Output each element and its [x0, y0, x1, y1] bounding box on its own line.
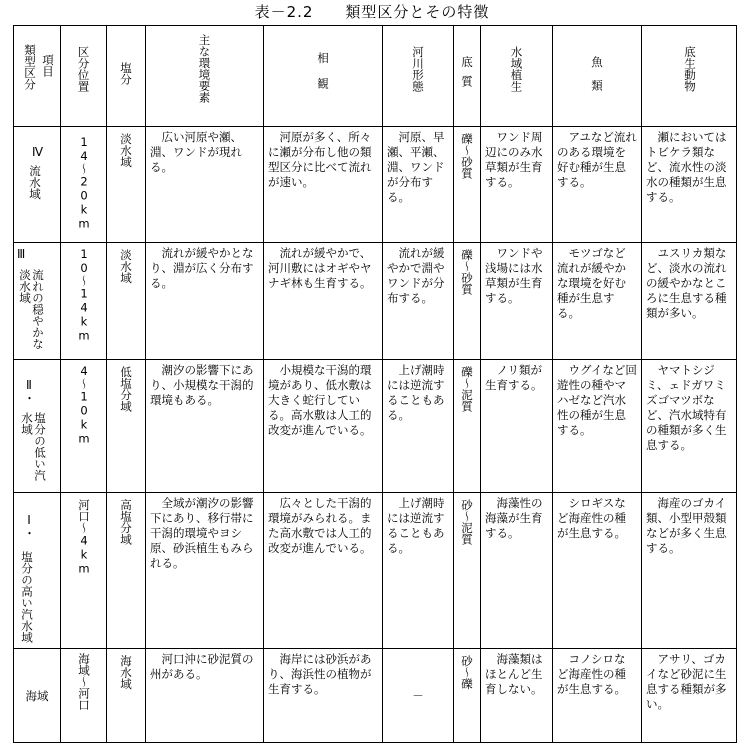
header-salt: 塩分	[119, 62, 133, 85]
elements-cell: 全域が潮汐の影響下にあり、移行帯に干潟的環境やヨシ原、砂浜植生もみられる。	[150, 496, 254, 570]
view-cell: 小規模な干潟的環境があり、低水敷は大きく蛇行している。高水敷は人工的改変が進んでいる。	[268, 363, 372, 437]
plants-cell: 海藻類はほとんど生育しない。	[485, 652, 543, 696]
table-title: 表－2.2 類型区分とその特徴	[254, 3, 490, 21]
river-cell: 流れが緩やかで淵やワンドが分布する。	[387, 246, 445, 305]
header-elements: 主な環境要素	[197, 34, 212, 103]
salt-value: 海水域	[119, 655, 133, 690]
row-label-numeral: Ⅲ	[17, 247, 26, 261]
row-label-name: 流れの穏やかな淡水域	[18, 269, 45, 350]
header-salt-wrap	[107, 26, 145, 126]
bottom-wrap	[454, 127, 480, 242]
header-elements-wrap	[146, 26, 263, 126]
header-komoku: 項目	[41, 54, 55, 77]
row-label-name: 塩分の高い汽水域	[20, 551, 34, 643]
header-plants-wrap	[481, 26, 552, 126]
salt-value: 高塩分域	[119, 499, 133, 545]
benthos-cell: 瀬においてはトビケラ類など、流水性の淡水の種類が生息する。	[646, 130, 727, 204]
bottom-wrap	[454, 243, 480, 359]
row-label	[14, 243, 60, 359]
position-value: 海域～河口	[77, 653, 91, 711]
fish-cell: アユなど流れのある環境を好む種が生息する。	[557, 130, 637, 189]
position-wrap	[61, 493, 106, 648]
header-view-wrap	[264, 26, 382, 126]
view-cell: 流れが緩やかで、河川敷にはオギやヤナギ林も生育する。	[268, 246, 372, 290]
header-position: 区分位置	[76, 46, 91, 92]
header-benthos: 底生動物	[683, 46, 697, 92]
header-bottom: 底質	[460, 56, 474, 95]
benthos-cell: 海産のゴカイ類、小型甲殻類などが多く生息する。	[646, 496, 727, 555]
bottom-value: 礫～泥質	[460, 366, 474, 412]
header-river: 河川形態	[411, 46, 425, 92]
bottom-value: 礫～砂質	[460, 249, 474, 295]
position-wrap	[61, 243, 106, 359]
river-cell: －	[412, 688, 424, 703]
fish-cell: コノシロなど海産性の種が生息する。	[557, 652, 626, 696]
row-label	[14, 360, 60, 492]
elements-cell: 潮汐の影響下にあり、小規模な干潟的環境もある。	[150, 363, 254, 407]
salt-wrap	[107, 243, 145, 359]
salt-wrap	[107, 649, 145, 743]
row-label-numeral: Ⅰ・	[22, 513, 36, 539]
river-cell: 河原、早瀬、平瀬、淵、ワンドが分布する。	[387, 130, 445, 204]
elements-cell: 広い河原や瀬、淵、ワンドが現れる。	[150, 130, 242, 174]
position-value: 14～20km	[77, 135, 91, 231]
plants-cell: 海藻性の海藻が生育する。	[485, 496, 543, 540]
bottom-wrap	[454, 360, 480, 492]
bottom-value: 砂～泥質	[460, 499, 474, 545]
view-cell: 河原が多く、所々に瀬が分布し他の類型区分に比べて流れが速い。	[268, 130, 372, 189]
river-cell: 上げ潮時には逆流することもある。	[387, 363, 445, 422]
row-label	[14, 127, 60, 242]
row-label-numeral: Ⅱ・	[22, 378, 36, 404]
fish-cell: モツゴなど流れが緩やかな環境を好む種が生息する。	[557, 246, 626, 320]
position-value: 10～14km	[77, 247, 91, 343]
row-label-name: 流水域	[28, 165, 42, 200]
position-wrap	[61, 127, 106, 242]
row-label-numeral: Ⅳ	[32, 145, 44, 159]
river-cell: 上げ潮時には逆流することもある。	[387, 496, 445, 555]
characteristics-table	[13, 25, 737, 743]
plants-cell: ノリ類が生育する。	[485, 363, 543, 392]
header-view: 相観	[316, 52, 330, 103]
salt-wrap	[107, 127, 145, 242]
header-position-wrap	[61, 26, 106, 126]
benthos-cell: アサリ、ゴカイなど砂泥に生息する種類が多い。	[646, 652, 727, 711]
plants-cell: ワンド周辺にのみ水草類が生育する。	[485, 130, 543, 189]
elements-cell: 流れが緩やかとなり、淵が広く分布する。	[150, 246, 254, 290]
header-ruikei: 類型区分	[23, 44, 37, 90]
fish-cell: ウグイなど回遊性の種やマハゼなど汽水性の種が生息する。	[557, 363, 637, 437]
view-cell: 広々とした干潟的環境がみられる。また高水敷では人工的改変が進んでいる。	[268, 496, 372, 555]
row-label-name: 塩分の低い汽水域	[20, 412, 47, 481]
header-benthos-wrap	[642, 26, 738, 126]
fish-cell: シロギスなど海産性の種が生息する。	[557, 496, 626, 540]
header-fish-wrap	[553, 26, 641, 126]
row-label	[14, 493, 60, 648]
bottom-value: 礫～砂質	[460, 133, 474, 179]
position-value: 4～10km	[77, 364, 91, 446]
salt-wrap	[107, 360, 145, 492]
salt-value: 淡水域	[119, 249, 133, 284]
header-fish: 魚類	[590, 56, 604, 103]
benthos-cell: ヤマトシジミ、ェドガワミズゴマツボなど、汽水域特有の種類が多く生息する。	[646, 363, 727, 452]
row-label-name: 海域	[25, 688, 49, 703]
bottom-value: 砂～礫	[460, 655, 474, 690]
salt-value: 低塩分域	[119, 366, 133, 412]
position-wrap	[61, 649, 106, 743]
elements-cell: 河口沖に砂泥質の州がある。	[150, 652, 254, 681]
salt-value: 淡水域	[119, 133, 133, 168]
header-plants: 水域植生	[509, 46, 524, 92]
view-cell: 海岸には砂浜があり、海浜性の植物が生育する。	[268, 652, 372, 696]
header-river-wrap	[383, 26, 453, 126]
header-bottom-wrap	[454, 26, 480, 126]
bottom-wrap	[454, 493, 480, 648]
plants-cell: ワンドや浅場には水草類が生育する。	[485, 246, 543, 305]
salt-wrap	[107, 493, 145, 648]
position-value: 河口～4km	[77, 499, 91, 576]
position-wrap	[61, 360, 106, 492]
benthos-cell: ユスリカ類など、淡水の流れの緩やかなところに生息する種類が多い。	[646, 246, 727, 320]
bottom-wrap	[454, 649, 480, 743]
